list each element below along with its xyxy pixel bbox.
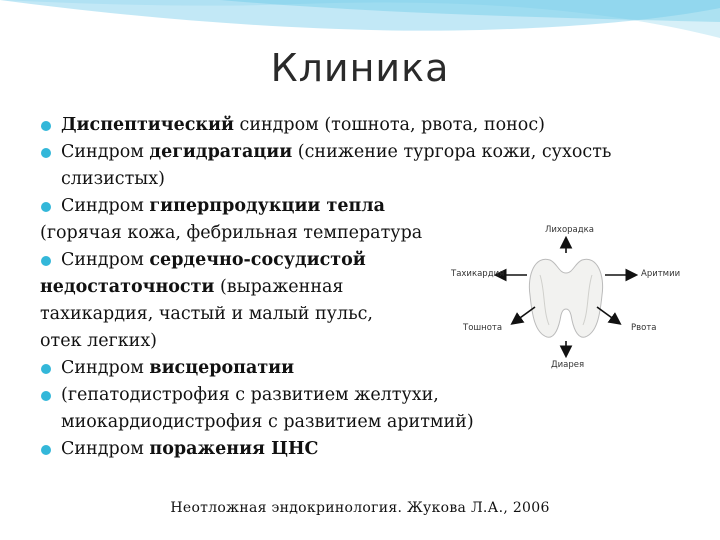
label-arrhythmia: Аритмии: [641, 269, 681, 279]
bullet-icon: [41, 202, 51, 212]
list-item: [40, 139, 680, 193]
item-bold: поражения ЦНС: [149, 439, 319, 459]
item-text: синдром (тошнота, рвота, понос): [233, 115, 545, 135]
item-bold: висцеропатии: [149, 358, 295, 378]
list-item: [40, 112, 680, 139]
item-prefix: Синдром: [61, 196, 150, 216]
diagram-graphic: [435, 215, 697, 380]
item-bold: сердечно-сосудистой недостаточности: [40, 250, 366, 297]
label-diarrhea: Диарея: [551, 360, 585, 370]
thyroid-symptoms-diagram: [435, 215, 697, 380]
thyroid-gland-icon: [529, 259, 602, 337]
list-item: [40, 382, 531, 436]
item-bold: Диспептический: [61, 115, 234, 135]
list-item: [40, 193, 450, 247]
item-prefix: Синдром: [61, 142, 150, 162]
label-vomiting: Рвота: [631, 323, 657, 333]
item-prefix: Синдром: [61, 439, 150, 459]
bullet-icon: [41, 121, 51, 131]
item-text: (горячая кожа, фебрильная температура: [40, 223, 423, 243]
item-text: (выраженная тахикардия, частый и малый пульс, отек легких): [40, 277, 373, 351]
footer-citation: Неотложная эндокринология. Жукова Л.А., 2006: [170, 500, 550, 516]
item-bold: дегидратации: [149, 142, 293, 162]
item-prefix: Синдром: [61, 250, 150, 270]
item-text: (снижение тургора кожи, сухость слизистых): [61, 142, 612, 189]
bullet-icon: [41, 364, 51, 374]
bullet-icon: [41, 391, 51, 401]
item-prefix: Синдром: [61, 358, 150, 378]
bullet-icon: [41, 148, 51, 158]
label-nausea: Тошнота: [463, 323, 503, 333]
list-item: [40, 436, 680, 463]
label-tachycardia: Тахикардия: [451, 269, 505, 279]
bullet-icon: [41, 445, 51, 455]
slide-title: Клиника: [270, 46, 450, 90]
item-bold: гиперпродукции тепла: [149, 196, 385, 216]
item-text: (гепатодистрофия с развитием желтухи, миокардиодистрофия с развитием аритмий): [61, 385, 474, 432]
label-fever: Лихорадка: [545, 225, 594, 235]
list-item: [40, 247, 410, 355]
bullet-icon: [41, 256, 51, 266]
